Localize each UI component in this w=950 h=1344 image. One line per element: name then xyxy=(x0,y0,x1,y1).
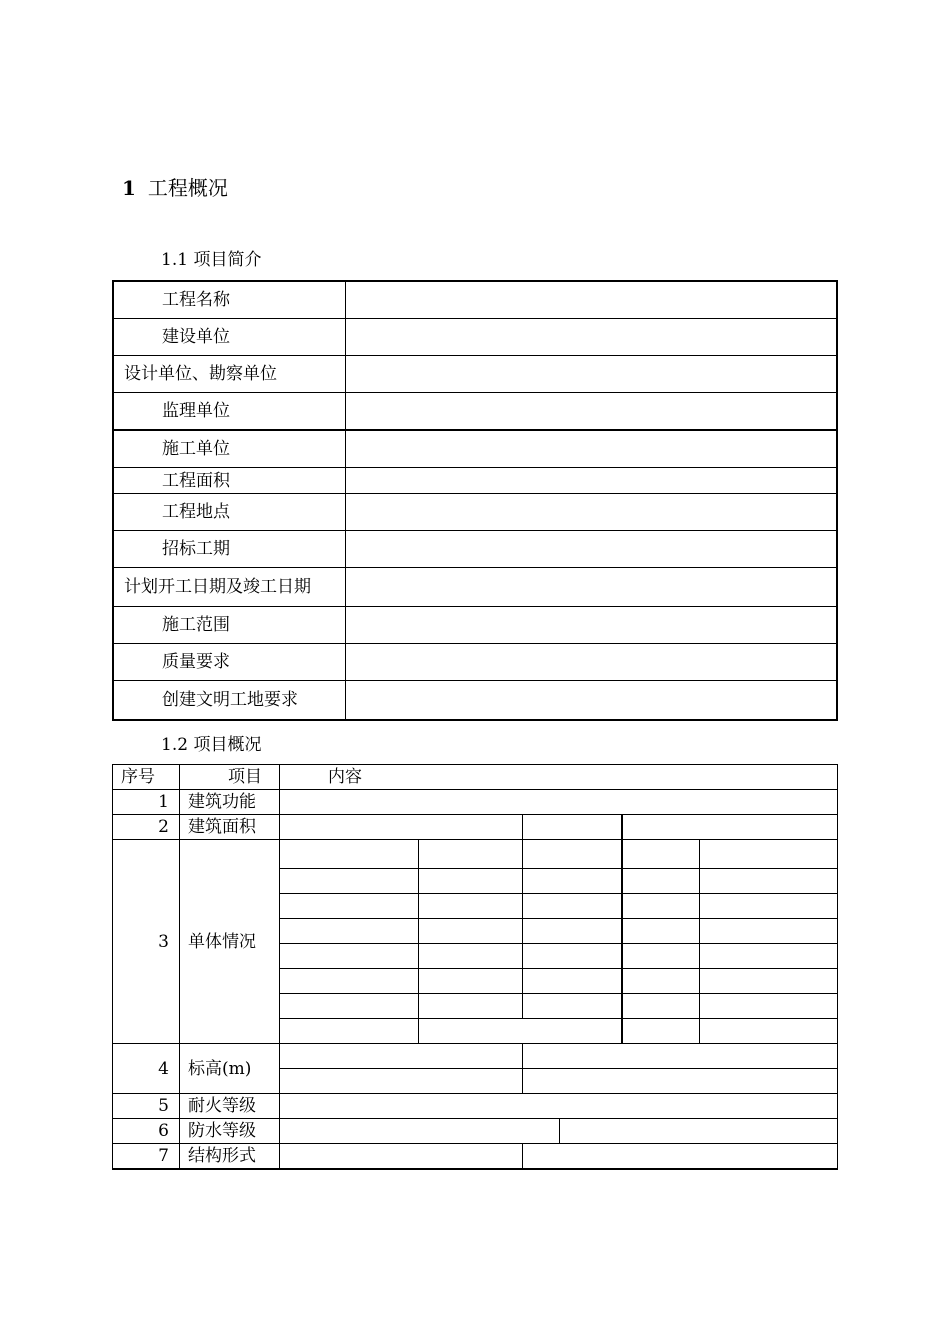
table-row xyxy=(113,840,838,869)
table-header-row xyxy=(113,765,838,790)
content-cell[interactable] xyxy=(700,869,838,894)
table-row xyxy=(113,1144,838,1170)
content-cell[interactable] xyxy=(523,869,622,894)
content-cell[interactable] xyxy=(280,840,419,869)
content-cell[interactable] xyxy=(523,944,622,969)
table-row xyxy=(113,1119,838,1144)
row-number: 3 xyxy=(113,840,180,1044)
row-label: 施工单位 xyxy=(113,430,345,468)
content-cell[interactable] xyxy=(280,994,419,1019)
chapter-title: 工程概况 xyxy=(147,176,228,200)
table-row xyxy=(113,531,837,568)
content-cell[interactable] xyxy=(280,869,419,894)
content-cell[interactable] xyxy=(622,815,838,840)
project-overview-table xyxy=(112,764,838,1170)
content-cell[interactable] xyxy=(700,1019,838,1044)
chapter-heading xyxy=(122,175,228,201)
project-intro-table xyxy=(112,280,838,721)
row-label: 工程地点 xyxy=(113,494,345,531)
content-cell[interactable] xyxy=(523,994,622,1019)
row-number: 5 xyxy=(113,1094,180,1119)
row-item: 耐火等级 xyxy=(180,1094,280,1119)
content-cell[interactable] xyxy=(622,894,700,919)
content-cell[interactable] xyxy=(419,1019,622,1044)
content-cell[interactable] xyxy=(700,944,838,969)
row-value[interactable] xyxy=(345,531,837,568)
table-row xyxy=(113,607,837,644)
content-cell[interactable] xyxy=(419,919,523,944)
row-number: 4 xyxy=(113,1044,180,1094)
table-row xyxy=(113,568,837,607)
content-cell[interactable] xyxy=(280,815,523,840)
table-row xyxy=(113,815,838,840)
content-cell[interactable] xyxy=(280,1144,523,1170)
row-label: 工程面积 xyxy=(113,468,345,494)
row-label: 招标工期 xyxy=(113,531,345,568)
row-value[interactable] xyxy=(345,681,837,721)
content-cell[interactable] xyxy=(280,1019,419,1044)
content-cell[interactable] xyxy=(419,894,523,919)
row-label: 设计单位、勘察单位 xyxy=(113,356,345,393)
table-row xyxy=(113,281,837,319)
row-label: 建设单位 xyxy=(113,319,345,356)
content-cell[interactable] xyxy=(700,894,838,919)
table-row xyxy=(113,393,837,431)
table-row xyxy=(113,681,837,721)
content-cell[interactable] xyxy=(523,894,622,919)
row-label: 监理单位 xyxy=(113,393,345,431)
row-value[interactable] xyxy=(345,430,837,468)
content-cell[interactable] xyxy=(523,1069,838,1094)
content-cell[interactable] xyxy=(622,869,700,894)
content-cell[interactable] xyxy=(280,1119,560,1144)
content-cell[interactable] xyxy=(622,944,700,969)
content-cell[interactable] xyxy=(560,1119,838,1144)
content-cell[interactable] xyxy=(622,919,700,944)
content-cell[interactable] xyxy=(280,1094,838,1119)
row-number: 2 xyxy=(113,815,180,840)
row-value[interactable] xyxy=(345,494,837,531)
content-cell[interactable] xyxy=(523,815,622,840)
content-cell[interactable] xyxy=(700,969,838,994)
content-cell[interactable] xyxy=(280,944,419,969)
content-cell[interactable] xyxy=(622,969,700,994)
row-value[interactable] xyxy=(345,319,837,356)
chapter-number: 1 xyxy=(122,176,136,200)
content-cell[interactable] xyxy=(280,894,419,919)
row-value[interactable] xyxy=(345,281,837,319)
content-cell[interactable] xyxy=(622,840,700,869)
row-label: 施工范围 xyxy=(113,607,345,644)
content-cell[interactable] xyxy=(700,840,838,869)
content-cell[interactable] xyxy=(280,790,838,815)
row-value[interactable] xyxy=(345,644,837,681)
content-cell[interactable] xyxy=(419,840,523,869)
content-cell[interactable] xyxy=(523,919,622,944)
content-cell[interactable] xyxy=(419,994,523,1019)
table-row xyxy=(113,790,838,815)
content-cell[interactable] xyxy=(523,969,622,994)
row-label: 工程名称 xyxy=(113,281,345,319)
content-cell[interactable] xyxy=(280,1069,523,1094)
row-item: 单体情况 xyxy=(180,840,280,1044)
section-1-title: 1.1 项目简介 xyxy=(161,250,262,270)
row-number: 1 xyxy=(113,790,180,815)
row-number: 7 xyxy=(113,1144,180,1170)
table-row xyxy=(113,430,837,468)
content-cell[interactable] xyxy=(700,919,838,944)
content-cell[interactable] xyxy=(280,969,419,994)
row-item: 建筑面积 xyxy=(180,815,280,840)
table-row xyxy=(113,1044,838,1069)
table-row xyxy=(113,644,837,681)
content-cell[interactable] xyxy=(523,840,622,869)
header-content: 内容 xyxy=(280,765,838,790)
table-row xyxy=(113,494,837,531)
table-row xyxy=(113,1094,838,1119)
content-cell[interactable] xyxy=(419,869,523,894)
row-item: 防水等级 xyxy=(180,1119,280,1144)
row-value[interactable] xyxy=(345,607,837,644)
table-row xyxy=(113,319,837,356)
content-cell[interactable] xyxy=(523,1044,838,1069)
row-value[interactable] xyxy=(345,356,837,393)
content-cell[interactable] xyxy=(622,994,700,1019)
row-item: 结构形式 xyxy=(180,1144,280,1170)
header-no: 序号 xyxy=(113,765,180,790)
row-value[interactable] xyxy=(345,393,837,431)
row-number: 6 xyxy=(113,1119,180,1144)
table-row xyxy=(113,468,837,494)
row-item: 建筑功能 xyxy=(180,790,280,815)
table-row xyxy=(113,356,837,393)
row-label: 质量要求 xyxy=(113,644,345,681)
content-cell[interactable] xyxy=(523,1144,838,1170)
row-label: 创建文明工地要求 xyxy=(113,681,345,721)
content-cell[interactable] xyxy=(622,1019,700,1044)
row-item: 标高(m) xyxy=(180,1044,280,1094)
content-cell[interactable] xyxy=(419,944,523,969)
header-item: 项目 xyxy=(180,765,280,790)
content-cell[interactable] xyxy=(700,994,838,1019)
row-value[interactable] xyxy=(345,568,837,607)
content-cell[interactable] xyxy=(280,1044,523,1069)
content-cell[interactable] xyxy=(280,919,419,944)
section-2-title: 1.2 项目概况 xyxy=(161,735,262,755)
row-value[interactable] xyxy=(345,468,837,494)
content-cell[interactable] xyxy=(419,969,523,994)
row-label: 计划开工日期及竣工日期 xyxy=(113,568,345,607)
